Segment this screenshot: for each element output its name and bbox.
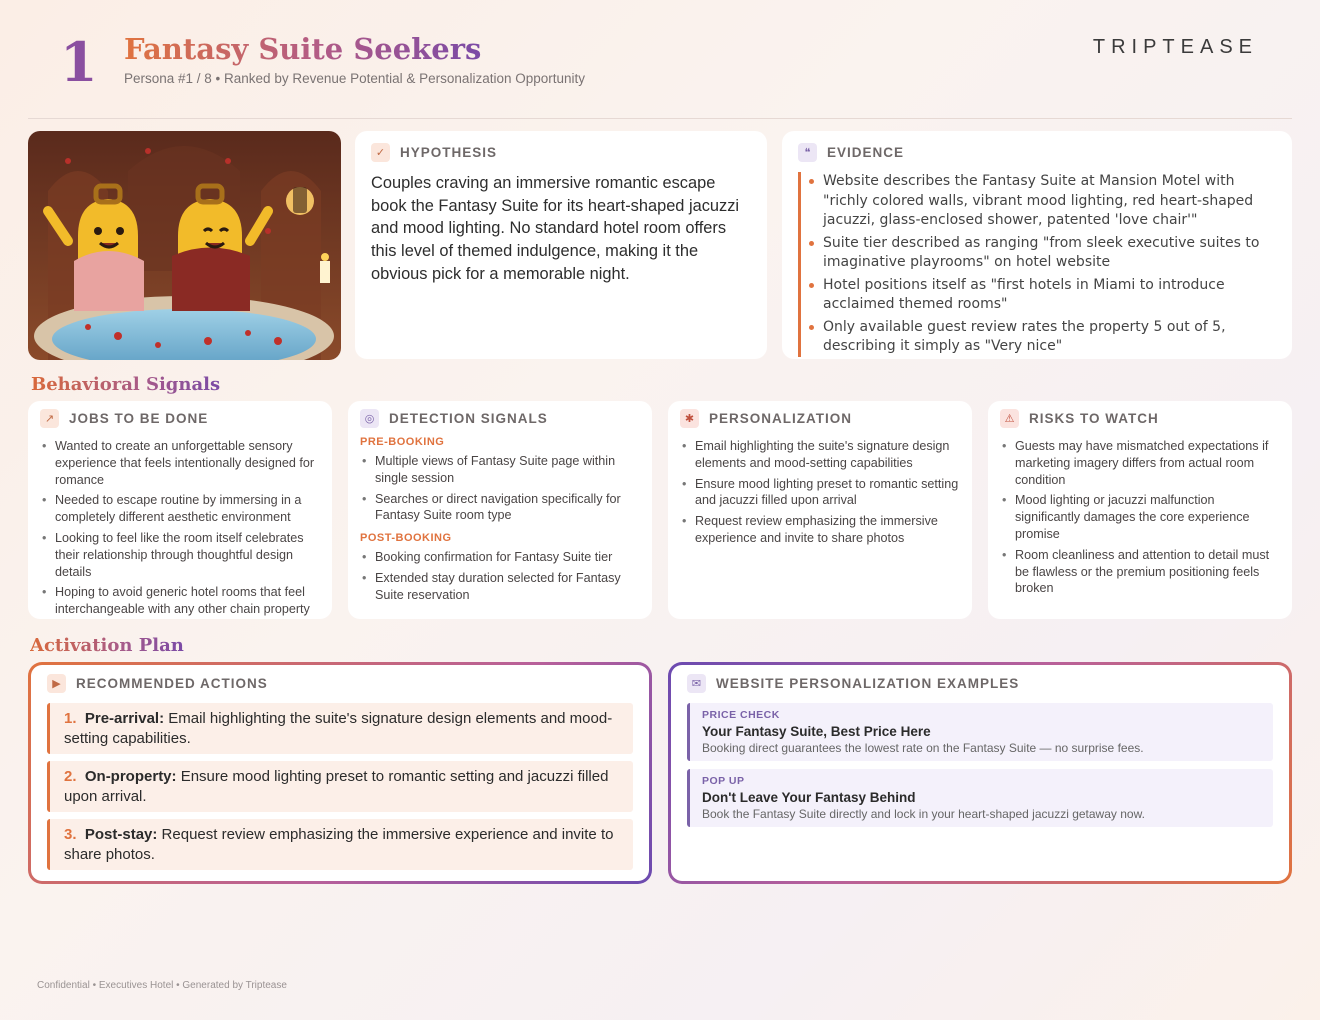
- list-item: • Room cleanliness and attention to detail must be flawless or the premium positioning feels broken: [1000, 547, 1280, 597]
- arrow-up-right-icon: ↗: [40, 409, 59, 428]
- risks-label: RISKS TO WATCH: [1029, 411, 1159, 426]
- action-heading: Pre-arrival:: [84, 710, 165, 727]
- example-heading: Don't Leave Your Fantasy Behind: [702, 790, 916, 805]
- list-item: • Searches or direct navigation specifically for Fantasy Suite room type: [360, 491, 640, 525]
- hypothesis-label: HYPOTHESIS: [400, 145, 498, 160]
- list-item: • Mood lighting or jacuzzi malfunction significantly damages the core experience promise: [1000, 492, 1280, 542]
- example-item: [687, 769, 1273, 827]
- jobs-label: JOBS TO BE DONE: [69, 411, 209, 426]
- detection-signals-card: [348, 401, 652, 619]
- list-item: Hotel positions itself as "first hotels in Miami to introduce acclaimed themed rooms": [823, 276, 1276, 315]
- jobs-to-be-done-card: [28, 401, 332, 619]
- envelope-icon: ✉: [687, 674, 706, 693]
- warning-icon: ⚠: [1000, 409, 1019, 428]
- list-item: • Hoping to avoid generic hotel rooms that feel interchangeable with any other chain property: [40, 584, 320, 618]
- list-item: • Email highlighting the suite's signature design elements and mood-setting capabilities: [680, 438, 960, 472]
- action-number: 3.: [64, 826, 77, 843]
- detection-label: DETECTION SIGNALS: [389, 411, 548, 426]
- quote-icon: ❝: [798, 143, 817, 162]
- target-icon: ◎: [360, 409, 379, 428]
- action-text: Ensure mood lighting preset to romantic setting and jacuzzi filled upon arrival.: [64, 768, 609, 805]
- page-header: [0, 0, 1320, 120]
- illustration-svg: [28, 131, 341, 360]
- page-footer: Confidential • Executives Hotel • Generated by Triptease: [37, 980, 287, 991]
- example-kind: POP UP: [702, 775, 745, 787]
- hypothesis-card: [355, 131, 767, 359]
- persona-illustration: [28, 131, 341, 360]
- behavioral-signals-title: Behavioral Signals: [31, 374, 221, 395]
- example-body: Booking direct guarantees the lowest rate on the Fantasy Suite — no surprise fees.: [702, 741, 1144, 755]
- list-item: Suite tier described as ranging "from sleek executive suites to imaginative playrooms" on hotel website: [823, 234, 1276, 273]
- example-item: [687, 703, 1273, 761]
- list-item: • Extended stay duration selected for Fantasy Suite reservation: [360, 570, 640, 604]
- check-icon: ✓: [371, 143, 390, 162]
- list-item: • Ensure mood lighting preset to romantic setting and jacuzzi filled upon arrival: [680, 476, 960, 510]
- page-title: Fantasy Suite Seekers: [124, 32, 482, 66]
- header-divider: [28, 118, 1292, 119]
- evidence-label: EVIDENCE: [827, 145, 905, 160]
- persona-number: 1: [60, 30, 98, 94]
- list-item: Only available guest review rates the property 5 out of 5, describing it simply as "Very nice": [823, 318, 1276, 357]
- website-examples-card: [668, 662, 1292, 884]
- personalization-card: [668, 401, 972, 619]
- action-item: [47, 761, 633, 812]
- list-item: • Wanted to create an unforgettable sensory experience that feels intentionally designed for romance: [40, 438, 320, 488]
- action-number: 2.: [64, 768, 77, 785]
- example-kind: PRICE CHECK: [702, 709, 780, 721]
- action-text: Email highlighting the suite's signature design elements and mood-setting capabilities.: [64, 710, 613, 747]
- personalization-label: PERSONALIZATION: [709, 411, 852, 426]
- list-item: Website describes the Fantasy Suite at Mansion Motel with "richly colored walls, vibrant mood lighting, red heart-shaped jacuzzi, glass-enclosed shower, patented 'love chair'": [823, 172, 1276, 231]
- action-number: 1.: [64, 710, 77, 727]
- risks-card: [988, 401, 1292, 619]
- list-item: • Multiple views of Fantasy Suite page within single session: [360, 453, 640, 487]
- recommended-actions-card: [28, 662, 652, 884]
- example-body: Book the Fantasy Suite directly and lock in your heart-shaped jacuzzi getaway now.: [702, 807, 1145, 821]
- hypothesis-text: Couples craving an immersive romantic escape book the Fantasy Suite for its heart-shaped jacuzzi and mood lighting. No standard hotel room offers this level of themed indulgence, making it the obvious pick for a memorable night.: [371, 174, 740, 283]
- action-heading: Post-stay:: [84, 826, 158, 843]
- post-booking-label: POST-BOOKING: [360, 532, 452, 545]
- page-subtitle: Persona #1 / 8 • Ranked by Revenue Potential & Personalization Opportunity: [124, 71, 586, 86]
- example-heading: Your Fantasy Suite, Best Price Here: [702, 724, 931, 739]
- list-item: • Booking confirmation for Fantasy Suite tier: [360, 549, 640, 566]
- action-item: [47, 703, 633, 754]
- list-item: • Request review emphasizing the immersive experience and invite to share photos: [680, 513, 960, 547]
- list-item: • Needed to escape routine by immersing in a completely different aesthetic environment: [40, 492, 320, 526]
- action-text: Request review emphasizing the immersive experience and invite to share photos.: [64, 826, 614, 863]
- evidence-list: [798, 172, 1276, 357]
- action-heading: On-property:: [84, 768, 177, 785]
- action-item: [47, 819, 633, 870]
- list-item: • Looking to feel like the room itself celebrates their relationship through thoughtful design details: [40, 530, 320, 580]
- evidence-card: [782, 131, 1292, 359]
- sparkle-icon: ✱: [680, 409, 699, 428]
- list-item: • Guests may have mismatched expectations if marketing imagery differs from actual room condition: [1000, 438, 1280, 488]
- activation-plan-title: Activation Plan: [30, 635, 184, 656]
- pre-booking-label: PRE-BOOKING: [360, 436, 445, 448]
- examples-label: WEBSITE PERSONALIZATION EXAMPLES: [716, 676, 1020, 691]
- actions-label: RECOMMENDED ACTIONS: [76, 676, 268, 691]
- play-icon: ▶: [47, 674, 66, 693]
- brand-logo: TRIPTEASE: [1092, 36, 1258, 58]
